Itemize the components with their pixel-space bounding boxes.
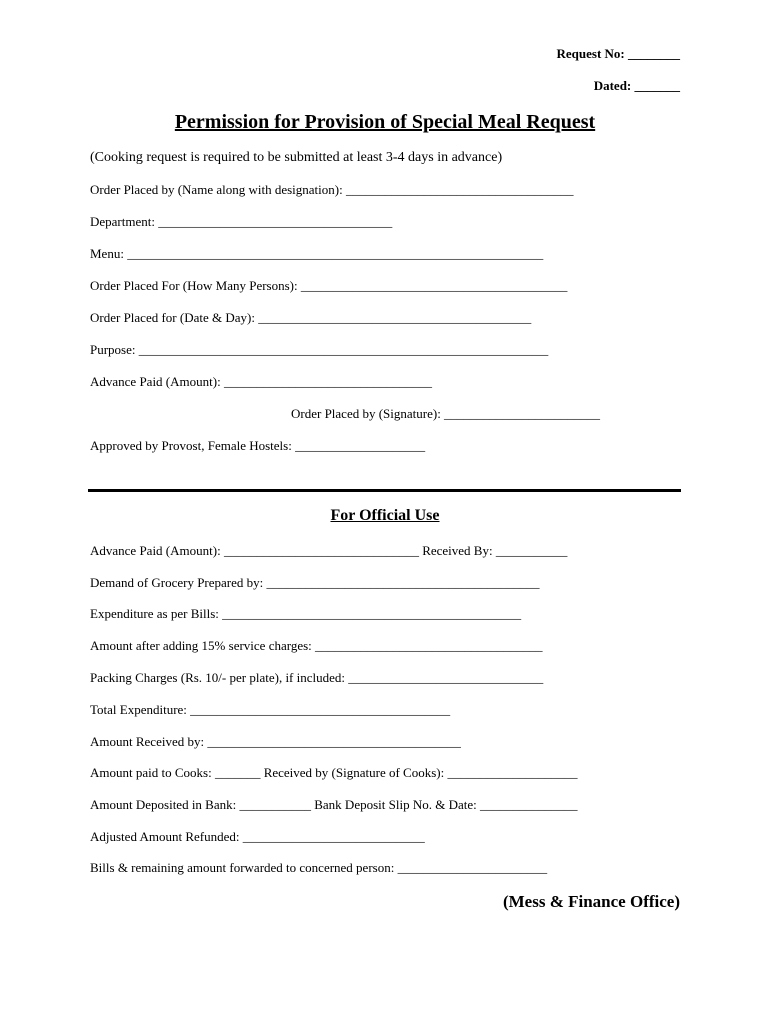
office-signature-label: (Mess & Finance Office) xyxy=(502,892,680,911)
persons-count-field: Order Placed For (How Many Persons): _________________________________________ xyxy=(90,278,568,293)
request-number-field: Request No: ________ xyxy=(556,46,680,61)
expenditure-bills-field: Expenditure as per Bills: ______________________________________________ xyxy=(90,606,522,621)
official-use-heading: For Official Use xyxy=(330,507,440,524)
amount-received-by-field: Amount Received by: _______________________________________ xyxy=(90,734,461,749)
total-expenditure-field: Total Expenditure: ________________________________________ xyxy=(90,702,451,717)
service-charges-field: Amount after adding 15% service charges: ___________________________________ xyxy=(90,638,543,653)
purpose-field: Purpose: _______________________________________________________________ xyxy=(90,342,549,357)
official-advance-received-field: Advance Paid (Amount): ______________________________ Received By: ___________ xyxy=(90,543,568,558)
date-day-field: Order Placed for (Date & Day): __________________________________________ xyxy=(90,310,532,325)
cooks-payment-field: Amount paid to Cooks: _______ Received by (Signature of Cooks): ____________________ xyxy=(90,765,578,780)
advance-paid-field: Advance Paid (Amount): ________________________________ xyxy=(90,374,432,389)
orderer-signature-field: Order Placed by (Signature): ________________________ xyxy=(291,406,601,421)
menu-field: Menu: ________________________________________________________________ xyxy=(90,246,544,261)
grocery-demand-field: Demand of Grocery Prepared by: __________________________________________ xyxy=(90,575,540,590)
packing-charges-field: Packing Charges (Rs. 10/- per plate), if included: ______________________________ xyxy=(90,670,544,685)
order-placed-by-field: Order Placed by (Name along with designation): ___________________________________ xyxy=(90,182,574,197)
section-divider xyxy=(88,489,681,492)
refund-field: Adjusted Amount Refunded: ____________________________ xyxy=(90,829,425,844)
department-field: Department: ____________________________________ xyxy=(90,214,393,229)
advance-notice: (Cooking request is required to be submitted at least 3-4 days in advance) xyxy=(90,150,503,165)
dated-field: Dated: _______ xyxy=(593,78,680,93)
bills-forwarded-field: Bills & remaining amount forwarded to concerned person: _______________________ xyxy=(90,860,548,875)
form-title: Permission for Provision of Special Meal Request xyxy=(174,111,596,133)
bank-deposit-field: Amount Deposited in Bank: ___________ Bank Deposit Slip No. & Date: _______________ xyxy=(90,797,578,812)
provost-approval-field: Approved by Provost, Female Hostels: ____________________ xyxy=(90,438,426,453)
